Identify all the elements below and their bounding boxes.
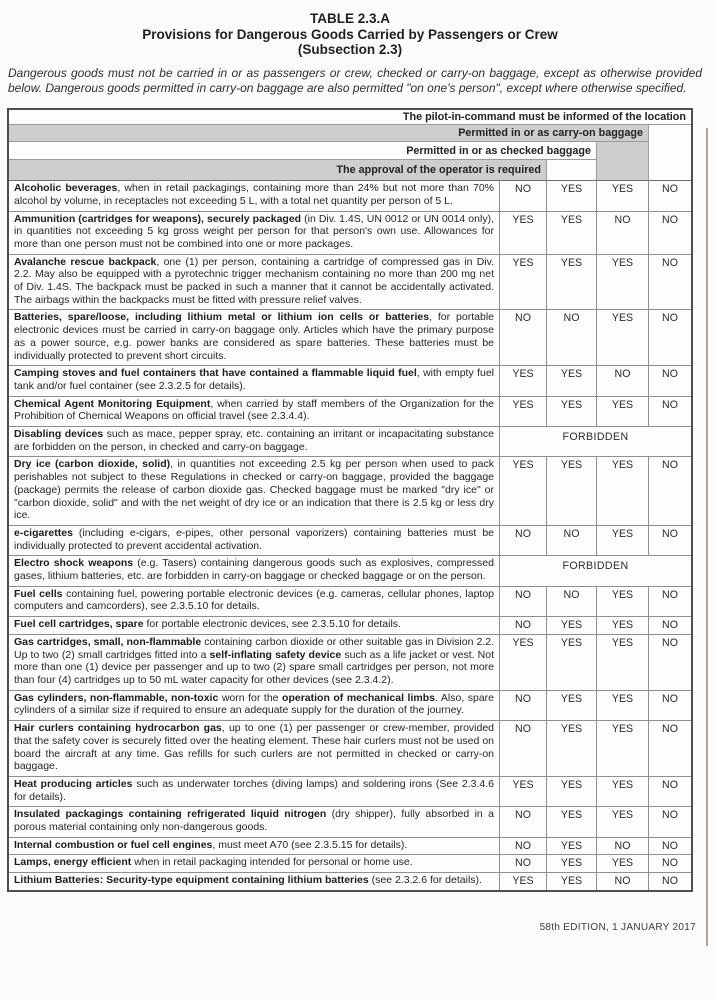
page-edge-line — [706, 128, 708, 946]
permission-cell-operator-approval: NO — [499, 616, 546, 634]
header-column-filler — [546, 160, 596, 180]
header-column-filler — [648, 160, 691, 180]
permission-cell-operator-approval: NO — [499, 720, 546, 776]
permission-cell-pilot-informed: NO — [648, 806, 691, 836]
permission-cell-operator-approval: NO — [499, 837, 546, 855]
permission-cell-checked-baggage: YES — [546, 254, 596, 310]
permission-cell-pilot-informed: NO — [648, 180, 691, 210]
permission-cell-carry-on-baggage: YES — [596, 254, 648, 310]
permission-cell-checked-baggage: NO — [546, 309, 596, 365]
header-column-filler — [648, 142, 691, 160]
item-description: e-cigarettes (including e-cigars, e-pipes, other personal vaporizers) containing batteries must be individually protected to prevent accidental activation. — [9, 525, 499, 555]
permission-cell-pilot-informed: NO — [648, 837, 691, 855]
permission-cell-checked-baggage: YES — [546, 616, 596, 634]
permission-cell-pilot-informed: NO — [648, 525, 691, 555]
permission-cell-pilot-informed: NO — [648, 616, 691, 634]
item-description: Batteries, spare/loose, including lithium metal or lithium ion cells or batteries, for portable electronic devices must be carried in carry-on baggage only. Articles which have the primary purpose as a power source, e.g. power banks are considered as spare batteries. These batteries must be individually protected to prevent short circuits. — [9, 309, 499, 365]
permission-cell-carry-on-baggage: YES — [596, 806, 648, 836]
edition-footer: 58th EDITION, 1 JANUARY 2017 — [539, 921, 696, 933]
permission-cell-checked-baggage: YES — [546, 806, 596, 836]
item-description: Gas cartridges, small, non-flammable containing carbon dioxide or other suitable gas in Division 2.2. Up to two (2) small cartridges fitted into a self-inflating safety device such as a life jacket or vest. Not more than one (1) device per passenger and up to two (2) spare small cartridges per person, not more than four (4) cartridges up to 50 mL water capacity for other devices (see 2.3.4.2). — [9, 634, 499, 690]
item-description: Lithium Batteries: Security-type equipment containing lithium batteries (see 2.3.2.6 for details). — [9, 872, 499, 890]
permission-cell-carry-on-baggage: NO — [596, 872, 648, 890]
permission-cell-checked-baggage: YES — [546, 180, 596, 210]
permission-cell-operator-approval: NO — [499, 525, 546, 555]
item-description: Fuel cell cartridges, spare for portable electronic devices, see 2.3.5.10 for details. — [9, 616, 499, 634]
permission-cell-operator-approval: YES — [499, 365, 546, 395]
forbidden-cell: FORBIDDEN — [499, 426, 691, 456]
permission-cell-checked-baggage: YES — [546, 365, 596, 395]
permission-cell-pilot-informed: NO — [648, 211, 691, 254]
permission-cell-operator-approval: YES — [499, 211, 546, 254]
item-description: Alcoholic beverages, when in retail packagings, containing more than 24% but not more than 70% alcohol by volume, in receptacles not exceeding 5 L, with a total net quantity per person of 5 L. — [9, 180, 499, 210]
permission-cell-pilot-informed: NO — [648, 872, 691, 890]
item-description: Fuel cells containing fuel, powering portable electronic devices (e.g. cameras, cellular phones, laptop computers and camcorders), see 2.3.5.10 for details. — [9, 586, 499, 616]
title-line-2: Provisions for Dangerous Goods Carried by Passengers or Crew — [142, 26, 558, 42]
permission-cell-carry-on-baggage: YES — [596, 634, 648, 690]
permission-cell-pilot-informed: NO — [648, 254, 691, 310]
permission-cell-carry-on-baggage: YES — [596, 776, 648, 806]
permission-cell-pilot-informed: NO — [648, 690, 691, 720]
item-description: Disabling devices such as mace, pepper spray, etc. containing an irritant or incapacitating substance are forbidden on the person, in checked and carry-on baggage. — [9, 426, 499, 456]
intro-note: Dangerous goods must not be carried in or as passengers or crew, checked or carry-on baggage, except as otherwise provided below. Dangerous goods permitted in carry-on baggage are also permitted "on one's person", except where otherwise specified. — [8, 65, 702, 95]
item-description: Avalanche rescue backpack, one (1) per person, containing a cartridge of compressed gas in Div. 2.2. May also be equipped with a pyrotechnic trigger mechanism containing no more than 200 mg net of Div. 1.4S. The backpack must be packed in such a manner that it cannot be accidentally activated. The airbags within the backpacks must be fitted with pressure relief valves. — [9, 254, 499, 310]
permission-cell-carry-on-baggage: YES — [596, 309, 648, 365]
permission-cell-carry-on-baggage: YES — [596, 616, 648, 634]
permission-cell-operator-approval: YES — [499, 634, 546, 690]
item-description: Electro shock weapons (e.g. Tasers) containing dangerous goods such as explosives, compressed gases, lithium batteries, etc. are forbidden in carry-on baggage or checked baggage or on the person. — [9, 555, 499, 585]
permission-cell-operator-approval: NO — [499, 309, 546, 365]
permission-cell-operator-approval: YES — [499, 872, 546, 890]
item-description: Chemical Agent Monitoring Equipment, when carried by staff members of the Organization for the Prohibition of Chemical Weapons on official travel (see 2.3.4.4). — [9, 396, 499, 426]
permission-cell-operator-approval: YES — [499, 396, 546, 426]
permission-cell-operator-approval: YES — [499, 776, 546, 806]
permission-cell-pilot-informed: NO — [648, 309, 691, 365]
header-column-filler — [596, 142, 648, 160]
permission-cell-checked-baggage: NO — [546, 586, 596, 616]
permission-cell-checked-baggage: YES — [546, 690, 596, 720]
permission-cell-pilot-informed: NO — [648, 365, 691, 395]
permission-cell-pilot-informed: NO — [648, 634, 691, 690]
item-description: Dry ice (carbon dioxide, solid), in quantities not exceeding 2.5 kg per person when used to pack perishables not subject to these Regulations in checked or carry-on baggage, provided the baggage (package) permits the release of carbon dioxide gas. Checked baggage must be marked "dry ice" or "carbon dioxide, solid" and with the net weight of dry ice or an indication that there is 2.5 kg or less dry ice. — [9, 456, 499, 525]
item-description: Lamps, energy efficient when in retail packaging intended for personal or home use. — [9, 854, 499, 872]
item-description: Gas cylinders, non-flammable, non-toxic worn for the operation of mechanical limbs. Also, spare cylinders of a similar size if required to ensure an adequate supply for the duration of the journey. — [9, 690, 499, 720]
permission-cell-carry-on-baggage: YES — [596, 586, 648, 616]
permission-cell-operator-approval: YES — [499, 456, 546, 525]
permission-cell-checked-baggage: NO — [546, 525, 596, 555]
dangerous-goods-table — [7, 108, 693, 892]
permission-cell-pilot-informed: NO — [648, 586, 691, 616]
permission-cell-pilot-informed: NO — [648, 776, 691, 806]
title-line-3: (Subsection 2.3) — [297, 42, 403, 57]
permission-cell-checked-baggage: YES — [546, 872, 596, 890]
permission-cell-carry-on-baggage: YES — [596, 854, 648, 872]
header-column-filler — [596, 160, 648, 180]
item-description: Camping stoves and fuel containers that have contained a flammable liquid fuel, with empty fuel tank and/or fuel container (see 2.3.2.5 for details). — [9, 365, 499, 395]
permission-cell-checked-baggage: YES — [546, 720, 596, 776]
permission-cell-operator-approval: YES — [499, 254, 546, 310]
permission-cell-operator-approval: NO — [499, 586, 546, 616]
permission-cell-pilot-informed: NO — [648, 720, 691, 776]
header-pilot-in-command: The pilot-in-command must be informed of the location — [9, 110, 691, 125]
header-column-filler — [648, 125, 691, 142]
item-description: Heat producing articles such as underwater torches (diving lamps) and soldering irons (See 2.3.4.6 for details). — [9, 776, 499, 806]
header-operator-approval: The approval of the operator is required — [9, 160, 546, 180]
permission-cell-operator-approval: NO — [499, 690, 546, 720]
permission-cell-checked-baggage: YES — [546, 456, 596, 525]
permission-cell-carry-on-baggage: NO — [596, 365, 648, 395]
title-line-1: TABLE 2.3.A — [309, 11, 390, 26]
permission-cell-carry-on-baggage: YES — [596, 690, 648, 720]
permission-cell-checked-baggage: YES — [546, 776, 596, 806]
permission-cell-carry-on-baggage: NO — [596, 837, 648, 855]
permission-cell-checked-baggage: YES — [546, 634, 596, 690]
permission-cell-carry-on-baggage: YES — [596, 180, 648, 210]
permission-cell-checked-baggage: YES — [546, 854, 596, 872]
permission-cell-checked-baggage: YES — [546, 396, 596, 426]
header-checked-baggage: Permitted in or as checked baggage — [9, 142, 596, 160]
permission-cell-operator-approval: NO — [499, 854, 546, 872]
item-description: Internal combustion or fuel cell engines, must meet A70 (see 2.3.5.15 for details). — [9, 837, 499, 855]
item-description: Insulated packagings containing refrigerated liquid nitrogen (dry shipper), fully absorbed in a porous material containing only non-dangerous goods. — [9, 806, 499, 836]
permission-cell-pilot-informed: NO — [648, 854, 691, 872]
permission-cell-pilot-informed: NO — [648, 396, 691, 426]
permission-cell-pilot-informed: NO — [648, 456, 691, 525]
permission-cell-carry-on-baggage: YES — [596, 525, 648, 555]
item-description: Hair curlers containing hydrocarbon gas, up to one (1) per passenger or crew-member, provided that the safety cover is securely fitted over the heating element. These hair curlers must not be used on board the aircraft at any time. Gas refills for such curlers are not permitted in checked or carry-on baggage. — [9, 720, 499, 776]
permission-cell-operator-approval: NO — [499, 180, 546, 210]
permission-cell-carry-on-baggage: YES — [596, 456, 648, 525]
permission-cell-checked-baggage: YES — [546, 837, 596, 855]
table-title-block — [0, 0, 715, 58]
permission-cell-operator-approval: NO — [499, 806, 546, 836]
permission-cell-checked-baggage: YES — [546, 211, 596, 254]
permission-cell-carry-on-baggage: YES — [596, 720, 648, 776]
forbidden-cell: FORBIDDEN — [499, 555, 691, 585]
permission-cell-carry-on-baggage: YES — [596, 396, 648, 426]
permission-cell-carry-on-baggage: NO — [596, 211, 648, 254]
item-description: Ammunition (cartridges for weapons), securely packaged (in Div. 1.4S, UN 0012 or UN 0014 only), in quantities not exceeding 5 kg gross weight per person for that person's own use. Allowances for more than one person must not be combined into one or more packages. — [9, 211, 499, 254]
header-carry-on-baggage: Permitted in or as carry-on baggage — [9, 125, 648, 142]
